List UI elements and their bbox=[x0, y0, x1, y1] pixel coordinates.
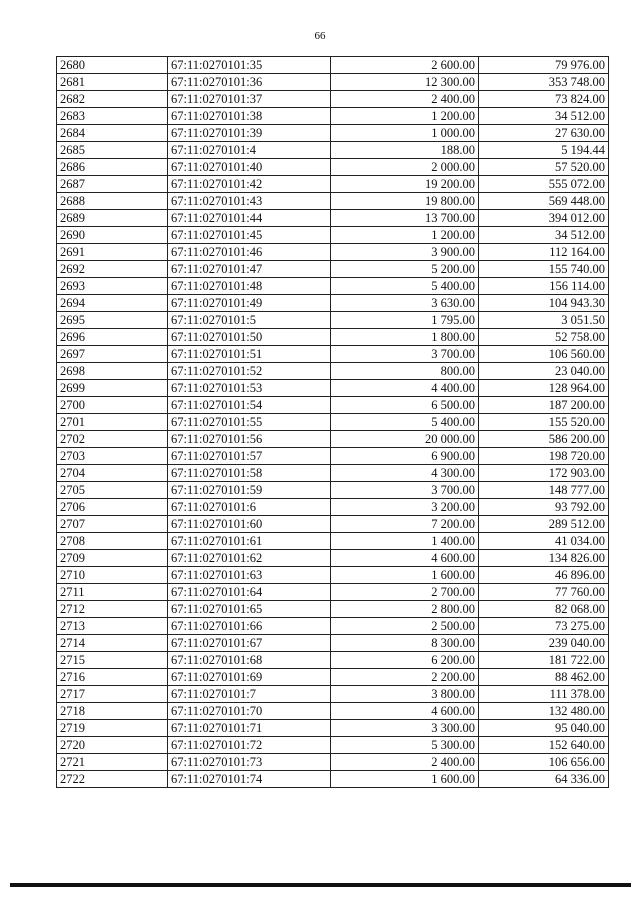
value-cell: 353 748.00 bbox=[479, 74, 609, 91]
cadastral-number-cell: 67:11:0270101:62 bbox=[168, 550, 331, 567]
cadastral-number-cell: 67:11:0270101:43 bbox=[168, 193, 331, 210]
cadastral-number-cell: 67:11:0270101:47 bbox=[168, 261, 331, 278]
cadastral-number-cell: 67:11:0270101:39 bbox=[168, 125, 331, 142]
area-cell: 2 000.00 bbox=[331, 159, 479, 176]
cadastral-number-cell: 67:11:0270101:60 bbox=[168, 516, 331, 533]
value-cell: 134 826.00 bbox=[479, 550, 609, 567]
row-number-cell: 2717 bbox=[57, 686, 168, 703]
table-row bbox=[57, 669, 609, 686]
row-number-cell: 2689 bbox=[57, 210, 168, 227]
cadastral-number-cell: 67:11:0270101:56 bbox=[168, 431, 331, 448]
area-cell: 3 630.00 bbox=[331, 295, 479, 312]
area-cell: 8 300.00 bbox=[331, 635, 479, 652]
value-cell: 95 040.00 bbox=[479, 720, 609, 737]
table-row bbox=[57, 703, 609, 720]
area-cell: 5 300.00 bbox=[331, 737, 479, 754]
table-row bbox=[57, 380, 609, 397]
row-number-cell: 2683 bbox=[57, 108, 168, 125]
area-cell: 1 000.00 bbox=[331, 125, 479, 142]
cadastral-number-cell: 67:11:0270101:70 bbox=[168, 703, 331, 720]
table-row bbox=[57, 482, 609, 499]
table-row bbox=[57, 142, 609, 159]
table-row bbox=[57, 91, 609, 108]
value-cell: 394 012.00 bbox=[479, 210, 609, 227]
value-cell: 155 740.00 bbox=[479, 261, 609, 278]
cadastral-number-cell: 67:11:0270101:59 bbox=[168, 482, 331, 499]
value-cell: 34 512.00 bbox=[479, 227, 609, 244]
area-cell: 6 900.00 bbox=[331, 448, 479, 465]
cadastral-number-cell: 67:11:0270101:73 bbox=[168, 754, 331, 771]
row-number-cell: 2711 bbox=[57, 584, 168, 601]
value-cell: 34 512.00 bbox=[479, 108, 609, 125]
area-cell: 19 200.00 bbox=[331, 176, 479, 193]
table-row bbox=[57, 278, 609, 295]
row-number-cell: 2680 bbox=[57, 57, 168, 74]
cadastral-number-cell: 67:11:0270101:72 bbox=[168, 737, 331, 754]
value-cell: 64 336.00 bbox=[479, 771, 609, 788]
row-number-cell: 2715 bbox=[57, 652, 168, 669]
table-row bbox=[57, 516, 609, 533]
row-number-cell: 2720 bbox=[57, 737, 168, 754]
value-cell: 187 200.00 bbox=[479, 397, 609, 414]
table-row bbox=[57, 754, 609, 771]
row-number-cell: 2701 bbox=[57, 414, 168, 431]
row-number-cell: 2716 bbox=[57, 669, 168, 686]
cadastral-number-cell: 67:11:0270101:46 bbox=[168, 244, 331, 261]
area-cell: 13 700.00 bbox=[331, 210, 479, 227]
table-row bbox=[57, 295, 609, 312]
area-cell: 1 400.00 bbox=[331, 533, 479, 550]
row-number-cell: 2721 bbox=[57, 754, 168, 771]
cadastral-number-cell: 67:11:0270101:55 bbox=[168, 414, 331, 431]
row-number-cell: 2693 bbox=[57, 278, 168, 295]
row-number-cell: 2718 bbox=[57, 703, 168, 720]
cadastral-number-cell: 67:11:0270101:53 bbox=[168, 380, 331, 397]
value-cell: 41 034.00 bbox=[479, 533, 609, 550]
value-cell: 289 512.00 bbox=[479, 516, 609, 533]
row-number-cell: 2691 bbox=[57, 244, 168, 261]
table-row bbox=[57, 771, 609, 788]
row-number-cell: 2681 bbox=[57, 74, 168, 91]
cadastral-number-cell: 67:11:0270101:38 bbox=[168, 108, 331, 125]
area-cell: 1 200.00 bbox=[331, 227, 479, 244]
land-plot-table bbox=[56, 56, 609, 788]
row-number-cell: 2696 bbox=[57, 329, 168, 346]
area-cell: 1 600.00 bbox=[331, 567, 479, 584]
cadastral-number-cell: 67:11:0270101:52 bbox=[168, 363, 331, 380]
table-row bbox=[57, 686, 609, 703]
table-row bbox=[57, 329, 609, 346]
cadastral-number-cell: 67:11:0270101:4 bbox=[168, 142, 331, 159]
table-row bbox=[57, 363, 609, 380]
area-cell: 6 500.00 bbox=[331, 397, 479, 414]
cadastral-number-cell: 67:11:0270101:71 bbox=[168, 720, 331, 737]
area-cell: 3 700.00 bbox=[331, 346, 479, 363]
table-row bbox=[57, 210, 609, 227]
cadastral-number-cell: 67:11:0270101:64 bbox=[168, 584, 331, 601]
row-number-cell: 2700 bbox=[57, 397, 168, 414]
area-cell: 800.00 bbox=[331, 363, 479, 380]
area-cell: 1 600.00 bbox=[331, 771, 479, 788]
cadastral-number-cell: 67:11:0270101:69 bbox=[168, 669, 331, 686]
table-row bbox=[57, 125, 609, 142]
cadastral-number-cell: 67:11:0270101:66 bbox=[168, 618, 331, 635]
row-number-cell: 2697 bbox=[57, 346, 168, 363]
cadastral-number-cell: 67:11:0270101:45 bbox=[168, 227, 331, 244]
row-number-cell: 2685 bbox=[57, 142, 168, 159]
cadastral-number-cell: 67:11:0270101:40 bbox=[168, 159, 331, 176]
area-cell: 3 700.00 bbox=[331, 482, 479, 499]
area-cell: 1 200.00 bbox=[331, 108, 479, 125]
table-row bbox=[57, 601, 609, 618]
table-row bbox=[57, 227, 609, 244]
table-row bbox=[57, 414, 609, 431]
value-cell: 239 040.00 bbox=[479, 635, 609, 652]
row-number-cell: 2709 bbox=[57, 550, 168, 567]
row-number-cell: 2694 bbox=[57, 295, 168, 312]
cadastral-number-cell: 67:11:0270101:51 bbox=[168, 346, 331, 363]
value-cell: 3 051.50 bbox=[479, 312, 609, 329]
row-number-cell: 2712 bbox=[57, 601, 168, 618]
value-cell: 57 520.00 bbox=[479, 159, 609, 176]
table-row bbox=[57, 533, 609, 550]
area-cell: 7 200.00 bbox=[331, 516, 479, 533]
row-number-cell: 2690 bbox=[57, 227, 168, 244]
cadastral-number-cell: 67:11:0270101:37 bbox=[168, 91, 331, 108]
area-cell: 4 300.00 bbox=[331, 465, 479, 482]
area-cell: 6 200.00 bbox=[331, 652, 479, 669]
row-number-cell: 2695 bbox=[57, 312, 168, 329]
row-number-cell: 2719 bbox=[57, 720, 168, 737]
cadastral-number-cell: 67:11:0270101:42 bbox=[168, 176, 331, 193]
table-row bbox=[57, 550, 609, 567]
area-cell: 5 200.00 bbox=[331, 261, 479, 278]
table-row bbox=[57, 584, 609, 601]
cadastral-number-cell: 67:11:0270101:63 bbox=[168, 567, 331, 584]
row-number-cell: 2714 bbox=[57, 635, 168, 652]
table-row bbox=[57, 346, 609, 363]
area-cell: 20 000.00 bbox=[331, 431, 479, 448]
value-cell: 148 777.00 bbox=[479, 482, 609, 499]
table-row bbox=[57, 567, 609, 584]
value-cell: 112 164.00 bbox=[479, 244, 609, 261]
area-cell: 4 600.00 bbox=[331, 550, 479, 567]
row-number-cell: 2699 bbox=[57, 380, 168, 397]
value-cell: 23 040.00 bbox=[479, 363, 609, 380]
value-cell: 106 656.00 bbox=[479, 754, 609, 771]
area-cell: 3 300.00 bbox=[331, 720, 479, 737]
cadastral-number-cell: 67:11:0270101:6 bbox=[168, 499, 331, 516]
area-cell: 4 400.00 bbox=[331, 380, 479, 397]
area-cell: 188.00 bbox=[331, 142, 479, 159]
area-cell: 3 900.00 bbox=[331, 244, 479, 261]
cadastral-number-cell: 67:11:0270101:35 bbox=[168, 57, 331, 74]
table-row bbox=[57, 108, 609, 125]
row-number-cell: 2707 bbox=[57, 516, 168, 533]
value-cell: 181 722.00 bbox=[479, 652, 609, 669]
value-cell: 5 194.44 bbox=[479, 142, 609, 159]
area-cell: 12 300.00 bbox=[331, 74, 479, 91]
value-cell: 52 758.00 bbox=[479, 329, 609, 346]
area-cell: 1 800.00 bbox=[331, 329, 479, 346]
cadastral-number-cell: 67:11:0270101:61 bbox=[168, 533, 331, 550]
value-cell: 155 520.00 bbox=[479, 414, 609, 431]
cadastral-number-cell: 67:11:0270101:49 bbox=[168, 295, 331, 312]
footer-rule bbox=[10, 883, 631, 887]
table-row bbox=[57, 618, 609, 635]
value-cell: 104 943.30 bbox=[479, 295, 609, 312]
value-cell: 82 068.00 bbox=[479, 601, 609, 618]
row-number-cell: 2706 bbox=[57, 499, 168, 516]
table-row bbox=[57, 635, 609, 652]
area-cell: 2 700.00 bbox=[331, 584, 479, 601]
page-number: 66 bbox=[314, 30, 326, 42]
table-row bbox=[57, 159, 609, 176]
row-number-cell: 2684 bbox=[57, 125, 168, 142]
table-row bbox=[57, 652, 609, 669]
cadastral-number-cell: 67:11:0270101:74 bbox=[168, 771, 331, 788]
value-cell: 128 964.00 bbox=[479, 380, 609, 397]
table-row bbox=[57, 261, 609, 278]
row-number-cell: 2688 bbox=[57, 193, 168, 210]
row-number-cell: 2687 bbox=[57, 176, 168, 193]
value-cell: 77 760.00 bbox=[479, 584, 609, 601]
area-cell: 2 400.00 bbox=[331, 754, 479, 771]
row-number-cell: 2682 bbox=[57, 91, 168, 108]
value-cell: 555 072.00 bbox=[479, 176, 609, 193]
area-cell: 2 600.00 bbox=[331, 57, 479, 74]
table-row bbox=[57, 499, 609, 516]
table-row bbox=[57, 176, 609, 193]
row-number-cell: 2713 bbox=[57, 618, 168, 635]
value-cell: 586 200.00 bbox=[479, 431, 609, 448]
cadastral-number-cell: 67:11:0270101:44 bbox=[168, 210, 331, 227]
row-number-cell: 2698 bbox=[57, 363, 168, 380]
area-cell: 2 200.00 bbox=[331, 669, 479, 686]
table-row bbox=[57, 431, 609, 448]
cadastral-number-cell: 67:11:0270101:58 bbox=[168, 465, 331, 482]
table-row bbox=[57, 193, 609, 210]
value-cell: 569 448.00 bbox=[479, 193, 609, 210]
table-row bbox=[57, 737, 609, 754]
row-number-cell: 2705 bbox=[57, 482, 168, 499]
area-cell: 19 800.00 bbox=[331, 193, 479, 210]
value-cell: 73 275.00 bbox=[479, 618, 609, 635]
value-cell: 79 976.00 bbox=[479, 57, 609, 74]
row-number-cell: 2692 bbox=[57, 261, 168, 278]
cadastral-number-cell: 67:11:0270101:57 bbox=[168, 448, 331, 465]
cadastral-number-cell: 67:11:0270101:68 bbox=[168, 652, 331, 669]
row-number-cell: 2722 bbox=[57, 771, 168, 788]
area-cell: 4 600.00 bbox=[331, 703, 479, 720]
table-row bbox=[57, 720, 609, 737]
cadastral-number-cell: 67:11:0270101:65 bbox=[168, 601, 331, 618]
value-cell: 156 114.00 bbox=[479, 278, 609, 295]
area-cell: 2 800.00 bbox=[331, 601, 479, 618]
value-cell: 152 640.00 bbox=[479, 737, 609, 754]
value-cell: 88 462.00 bbox=[479, 669, 609, 686]
value-cell: 106 560.00 bbox=[479, 346, 609, 363]
cadastral-number-cell: 67:11:0270101:54 bbox=[168, 397, 331, 414]
table-body bbox=[57, 57, 609, 788]
area-cell: 5 400.00 bbox=[331, 414, 479, 431]
row-number-cell: 2704 bbox=[57, 465, 168, 482]
value-cell: 111 378.00 bbox=[479, 686, 609, 703]
cadastral-number-cell: 67:11:0270101:50 bbox=[168, 329, 331, 346]
row-number-cell: 2708 bbox=[57, 533, 168, 550]
value-cell: 198 720.00 bbox=[479, 448, 609, 465]
value-cell: 46 896.00 bbox=[479, 567, 609, 584]
table-row bbox=[57, 465, 609, 482]
table-row bbox=[57, 74, 609, 91]
value-cell: 132 480.00 bbox=[479, 703, 609, 720]
value-cell: 27 630.00 bbox=[479, 125, 609, 142]
table-row bbox=[57, 312, 609, 329]
table-row bbox=[57, 244, 609, 261]
cadastral-number-cell: 67:11:0270101:7 bbox=[168, 686, 331, 703]
row-number-cell: 2703 bbox=[57, 448, 168, 465]
table-row bbox=[57, 57, 609, 74]
row-number-cell: 2702 bbox=[57, 431, 168, 448]
area-cell: 2 400.00 bbox=[331, 91, 479, 108]
area-cell: 1 795.00 bbox=[331, 312, 479, 329]
area-cell: 3 800.00 bbox=[331, 686, 479, 703]
table-row bbox=[57, 397, 609, 414]
area-cell: 5 400.00 bbox=[331, 278, 479, 295]
cadastral-number-cell: 67:11:0270101:36 bbox=[168, 74, 331, 91]
area-cell: 2 500.00 bbox=[331, 618, 479, 635]
cadastral-number-cell: 67:11:0270101:67 bbox=[168, 635, 331, 652]
value-cell: 93 792.00 bbox=[479, 499, 609, 516]
cadastral-number-cell: 67:11:0270101:5 bbox=[168, 312, 331, 329]
value-cell: 172 903.00 bbox=[479, 465, 609, 482]
row-number-cell: 2710 bbox=[57, 567, 168, 584]
value-cell: 73 824.00 bbox=[479, 91, 609, 108]
table-row bbox=[57, 448, 609, 465]
area-cell: 3 200.00 bbox=[331, 499, 479, 516]
cadastral-number-cell: 67:11:0270101:48 bbox=[168, 278, 331, 295]
row-number-cell: 2686 bbox=[57, 159, 168, 176]
